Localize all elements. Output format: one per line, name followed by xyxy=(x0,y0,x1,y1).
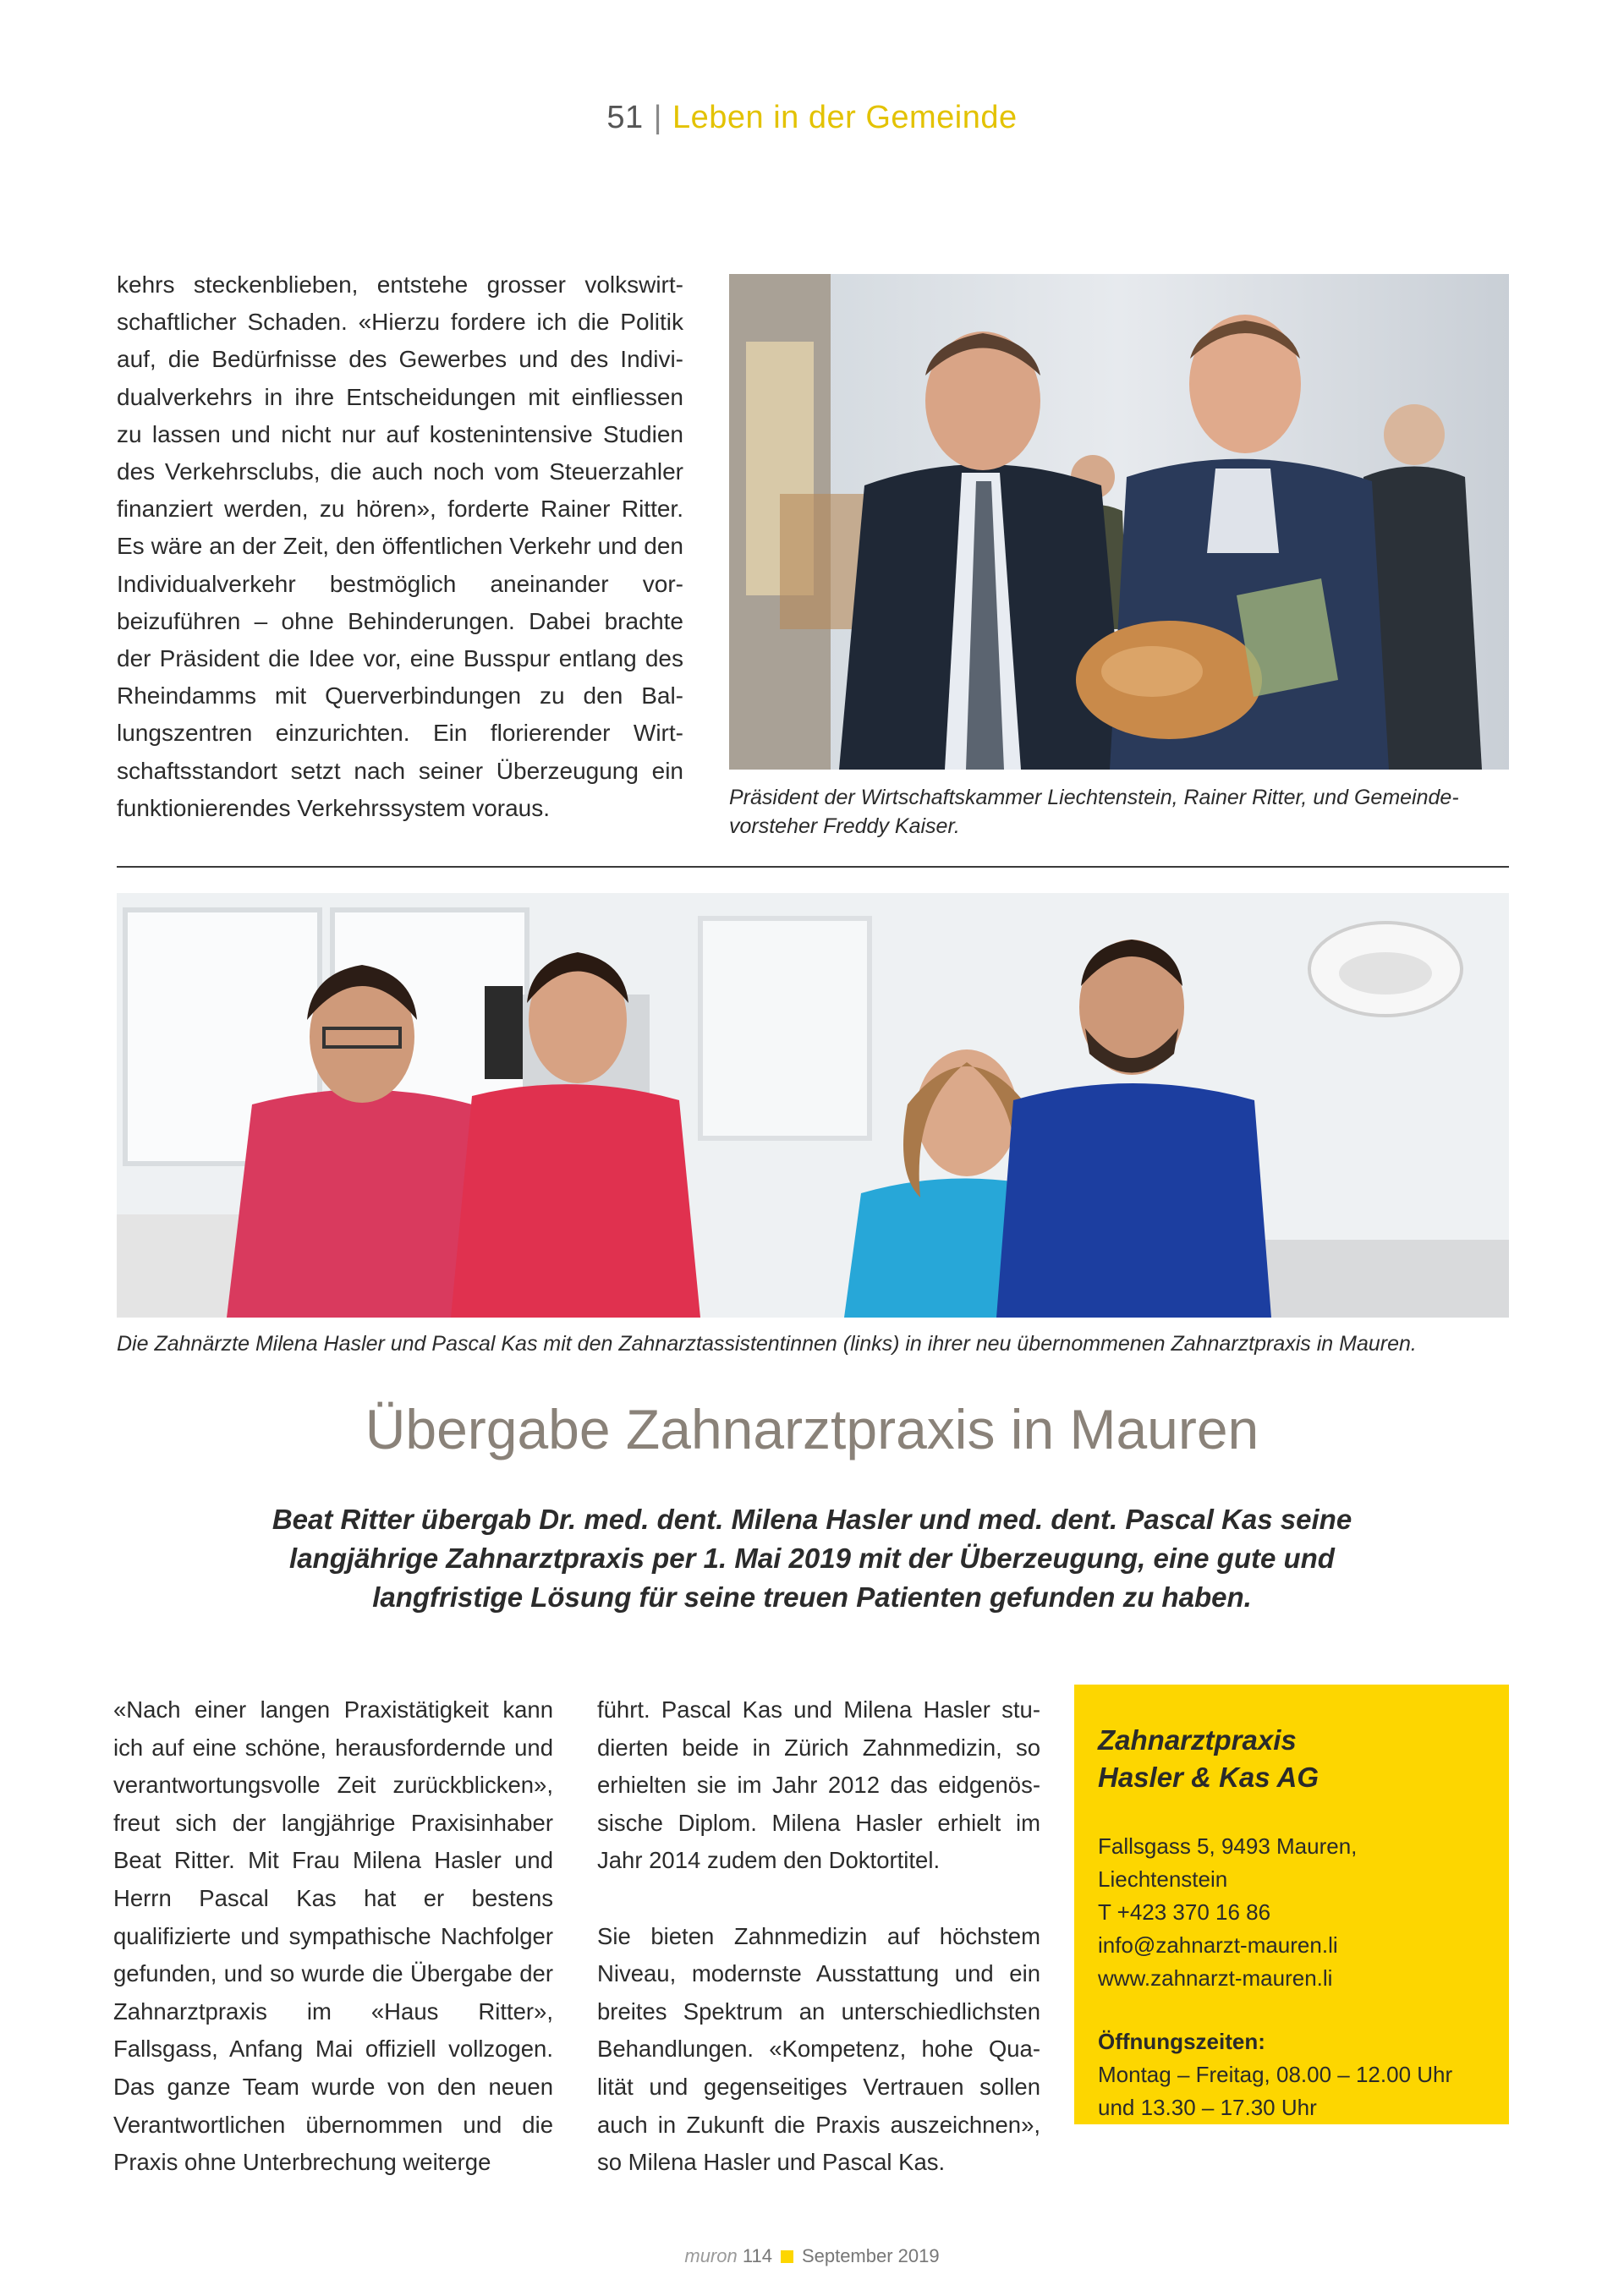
article-column-1 xyxy=(113,1691,553,2182)
email-address: info@zahnarzt-mauren.li xyxy=(1098,1932,1338,1958)
header-separator: | xyxy=(653,100,662,135)
issue-number: 114 xyxy=(742,2245,772,2266)
photo-ritter-kaiser xyxy=(729,274,1509,770)
website-address: www.zahnarzt-mauren.li xyxy=(1098,1965,1333,1991)
article-col2-paragraph-2: Sie bieten Zahnmedizin auf höchstem Niveau, modernste Ausstattung und ein breites Spektrum an unterschiedlichsten Behandlungen. «Kompetenz, hohe Qualität und gegenseitiges Vertrauen sollen auch in Zukunft die Praxis auszeichnen», so Milena Hasler und Pascal Kas. xyxy=(597,1922,1040,2176)
page-number: 51 xyxy=(606,100,644,135)
photo-dental-team xyxy=(117,893,1509,1318)
phone-number: T +423 370 16 86 xyxy=(1098,1899,1271,1925)
opening-hours-line1: Montag – Freitag, 08.00 – 12.00 Uhr xyxy=(1098,2062,1453,2087)
article-headline: Übergabe Zahnarztpraxis in Mauren xyxy=(365,1398,1259,1460)
article-col1-text: «Nach einer langen Praxistätigkeit kann ich auf eine schöne, herausfordernde und verantwortungsvolle Zeit zurückblicken», freut sich der langjährige Praxisinhaber Beat Ritter. Mit Frau Milena Hasler und Herrn Pascal Kas hat er bestens qualifizierte und sympathische Nachfolger gefunden, und so wurde die Übergabe der Zahnarztpraxis im «Haus Ritter», Fallsgass, Anfang Mai offiziell vollzogen. Das ganze Team wurde von den neuen Verantwortlichen übernommen und die Praxis ohne Unterbrechung weiterge xyxy=(113,1696,553,2176)
top-article-paragraph: kehrs steckenblieben, entstehe grosser volkswirtschaftlicher Schaden. «Hierzu fordere ich die Politik auf, die Bedürfnisse des Gewerbes und des Individualverkehrs in ihre Entscheidungen mit einfliessen zu lassen und nicht nur auf kostenintensive Studien des Verkehrsclubs, die auch noch vom Steuerzahler finanziert werden, zu hören», forderte Rainer Ritter. Es wäre an der Zeit, den öffentlichen Verkehr und den Individualverkehr bestmöglich aneinander vorbeizuführen – ohne Behinderungen. Dabei brachte der Präsident die Idee vor, eine Busspur entlang des Rheindamms mit Querverbindungen zu den Ballungszentren einzurichten. Ein florierender Wirtschaftsstandort setzt nach seiner Überzeugung ein funktionierendes Verkehrssystem voraus. xyxy=(117,271,683,821)
photo2-caption: Die Zahnärzte Milena Hasler und Pascal Kas mit den Zahnarztassistentinnen (links) in ihrer neu übernommenen Zahnarztpraxis in Mauren. xyxy=(117,1332,1417,1356)
photo1-caption: Präsident der Wirtschaftskammer Liechtenstein, Rainer Ritter, und Gemeindevorsteher Freddy Kaiser. xyxy=(729,786,1459,838)
section-divider xyxy=(117,866,1509,868)
practice-info-box xyxy=(1074,1685,1509,2124)
footer-square-icon xyxy=(781,2250,793,2263)
article-column-2 xyxy=(597,1691,1040,2182)
practice-name xyxy=(1098,1722,1485,1796)
opening-hours-line2: und 13.30 – 17.30 Uhr xyxy=(1098,2095,1317,2120)
article-lead: Beat Ritter übergab Dr. med. dent. Milena Hasler und med. dent. Pascal Kas seine langjährige Zahnarztpraxis per 1. Mai 2019 mit der Überzeugung, eine gute und langfristige Lösung für seine treuen Patienten gefunden zu haben. xyxy=(272,1504,1352,1613)
practice-name-line2: Hasler & Kas AG xyxy=(1098,1762,1320,1793)
magazine-name: muron xyxy=(684,2245,738,2266)
issue-date: September 2019 xyxy=(801,2245,940,2266)
section-title: Leben in der Gemeinde xyxy=(672,100,1018,135)
address-line2: Liechtenstein xyxy=(1098,1866,1228,1892)
practice-name-line1: Zahnarztpraxis xyxy=(1098,1724,1297,1756)
photo-ritter-kaiser-illustration xyxy=(729,274,1509,770)
opening-hours-heading: Öffnungszeiten: xyxy=(1098,2029,1265,2054)
photo-dental-team-illustration xyxy=(117,893,1509,1318)
top-article-text xyxy=(117,266,683,827)
page-header xyxy=(0,100,1624,136)
address-line1: Fallsgass 5, 9493 Mauren, xyxy=(1098,1833,1358,1859)
page-footer xyxy=(0,2245,1624,2267)
article-col2-paragraph-1: führt. Pascal Kas und Milena Hasler studierten beide in Zürich Zahnmedizin, so erhielten sie im Jahr 2012 das eidgenössische Diplom. Milena Hasler erhielt im Jahr 2014 zudem den Doktortitel. xyxy=(597,1696,1040,1874)
